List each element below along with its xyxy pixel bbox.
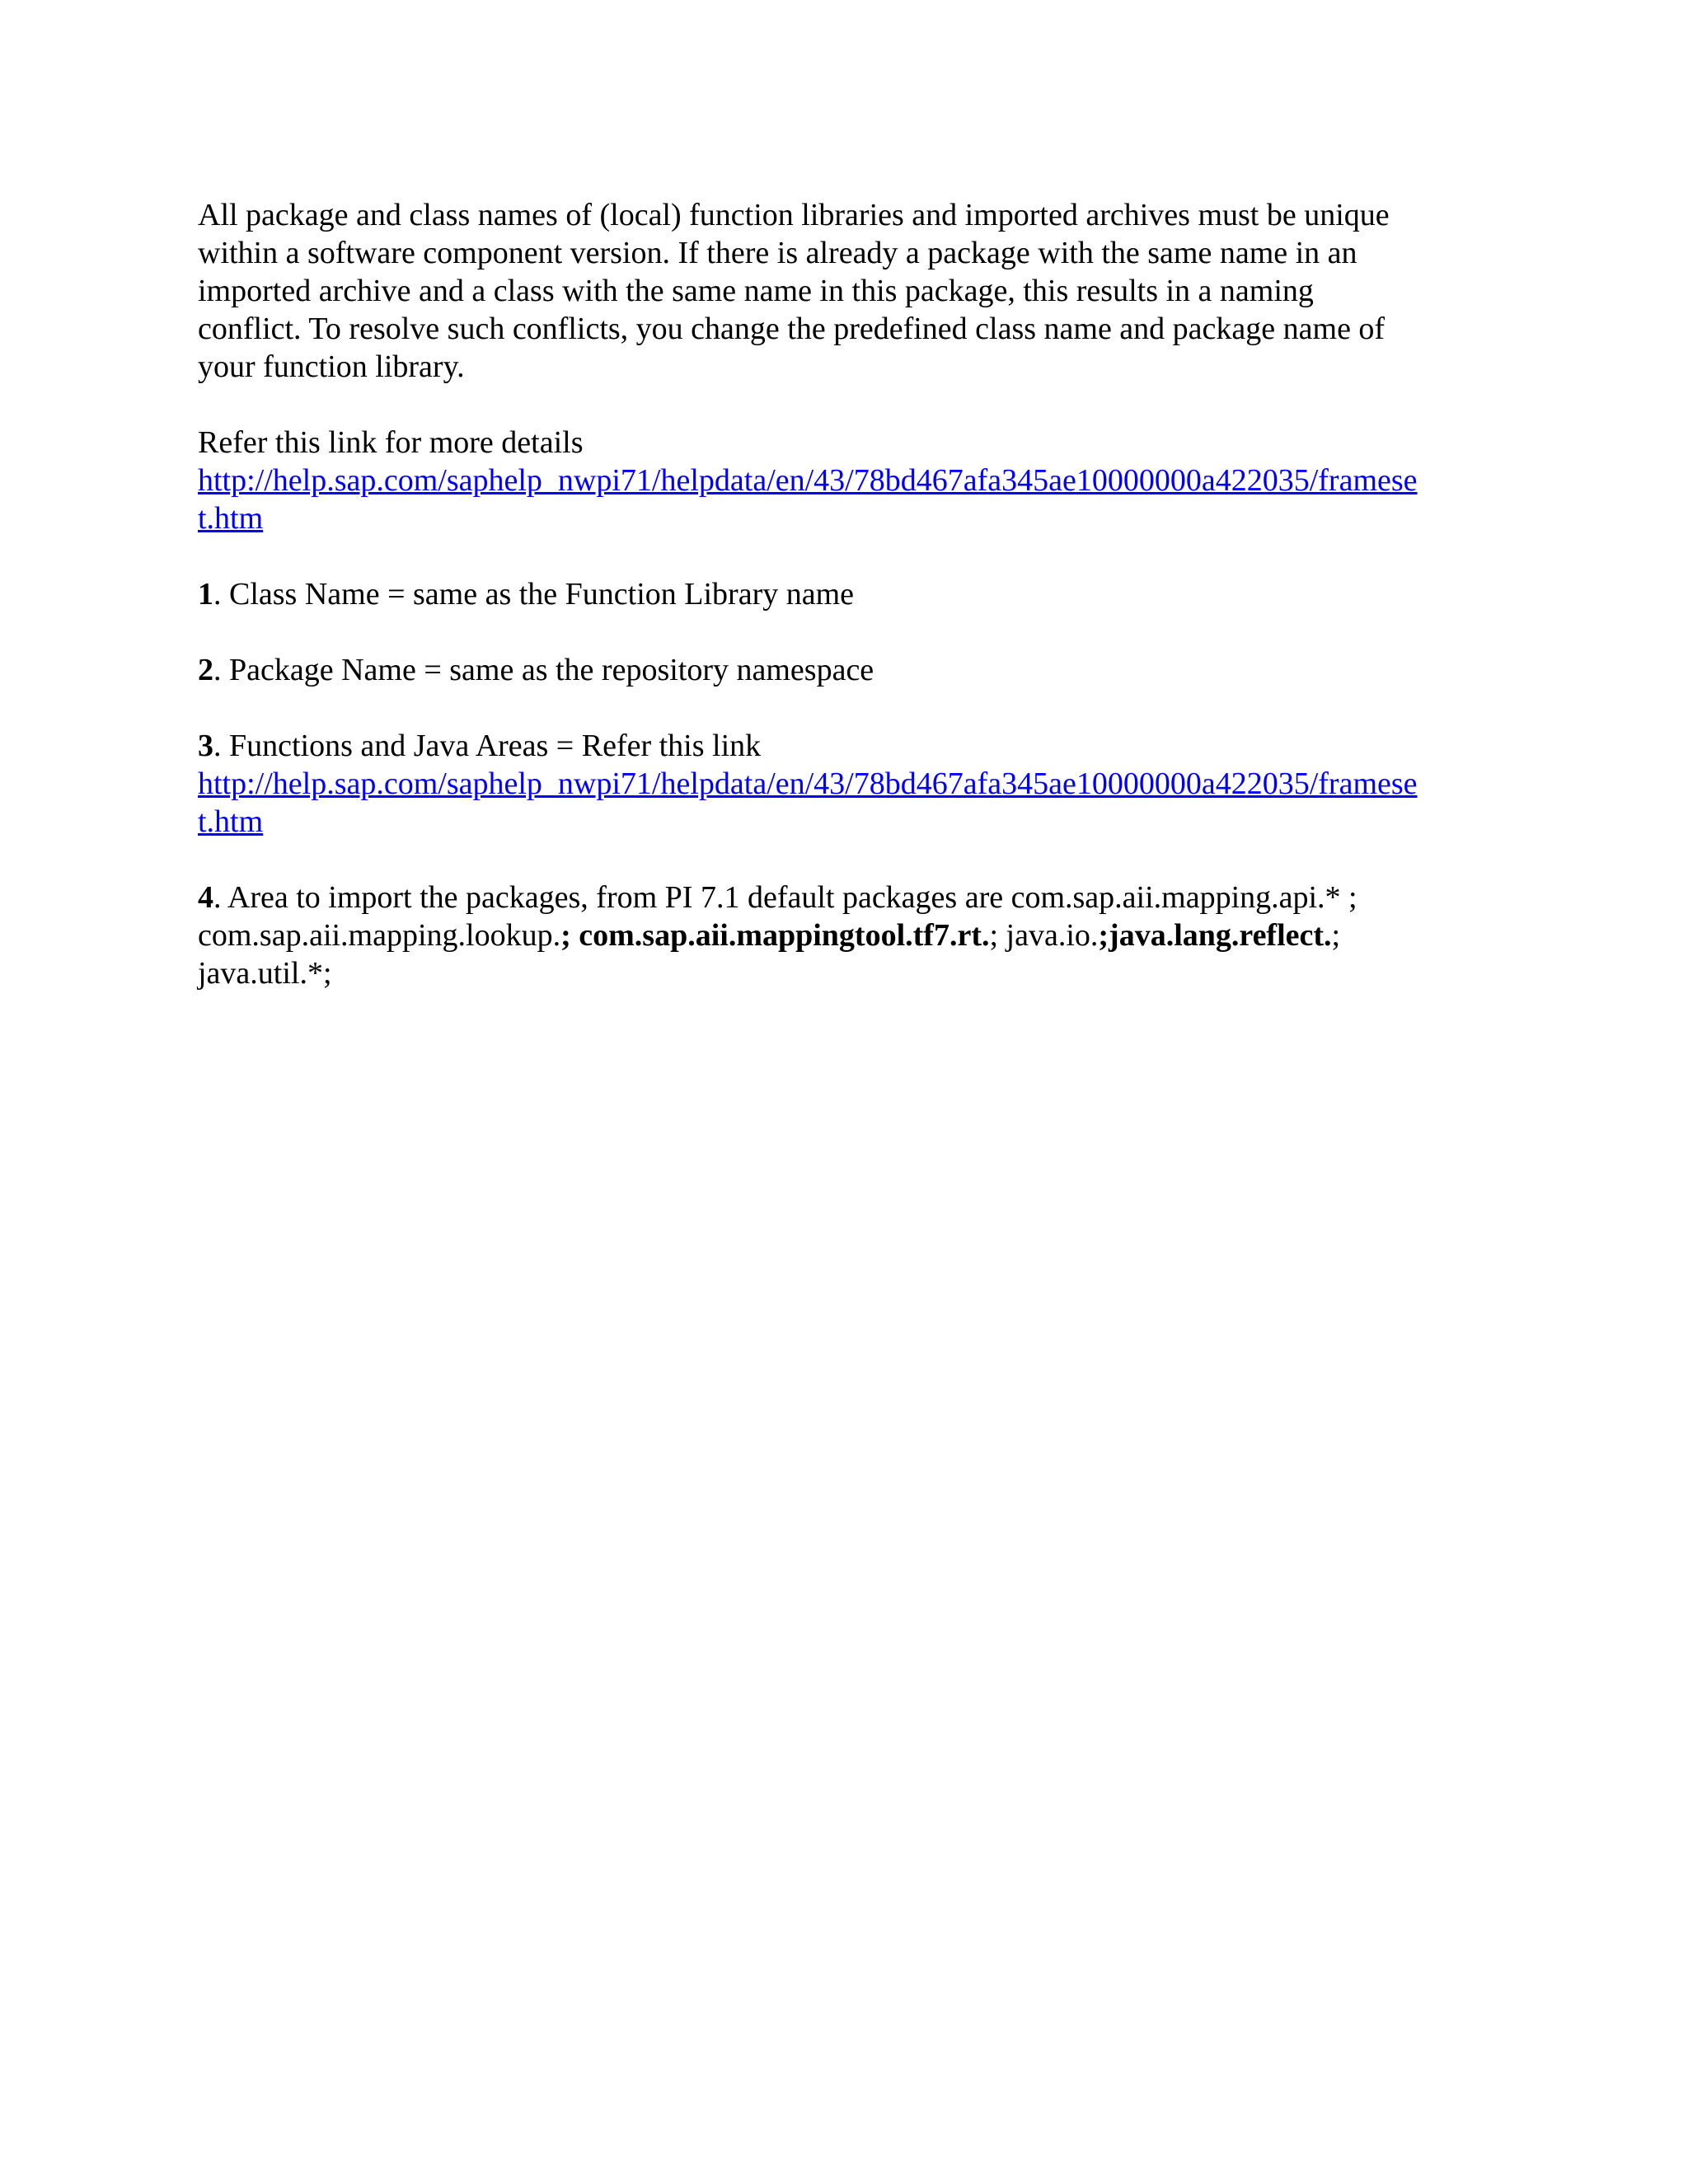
list-item-package-name: [198, 651, 1500, 689]
refer-paragraph: [198, 424, 1500, 537]
intro-line: All package and class names of (local) function libraries and imported archives must be unique: [198, 198, 1390, 232]
package-segment: java.util.*;: [198, 956, 332, 991]
item-text: . Area to import the packages, from PI 7.1 default packages are com.sap.aii.mapping.api.* ;: [213, 880, 1357, 915]
list-item-import-area: [198, 879, 1500, 992]
intro-line: conflict. To resolve such conflicts, you change the predefined class name and package name of: [198, 312, 1386, 346]
list-item-class-name: [198, 575, 1500, 613]
help-link-line: http://help.sap.com/saphelp_nwpi71/helpdata/en/43/78bd467afa345ae10000000a422035/framese: [198, 766, 1418, 801]
package-segment: ; java.io.: [989, 918, 1099, 953]
functions-help-link[interactable]: [198, 765, 1500, 841]
help-link-line: t.htm: [198, 804, 264, 839]
help-link[interactable]: [198, 462, 1500, 537]
item-text: . Package Name = same as the repository namespace: [213, 653, 874, 687]
refer-text: Refer this link for more details: [198, 425, 584, 460]
help-link-line: t.htm: [198, 501, 264, 536]
list-item-functions-java-areas: [198, 727, 1500, 841]
package-segment: ;: [1331, 918, 1341, 953]
item-number: 3: [198, 729, 213, 763]
package-segment-bold: ;java.lang.reflect.: [1098, 918, 1332, 953]
help-link-line: http://help.sap.com/saphelp_nwpi71/helpdata/en/43/78bd467afa345ae10000000a422035/framese: [198, 463, 1418, 498]
item-number: 1: [198, 577, 213, 612]
intro-line: your function library.: [198, 349, 465, 384]
item-number: 4: [198, 880, 213, 915]
intro-paragraph: [198, 196, 1500, 386]
package-segment: com.sap.aii.mapping.lookup.: [198, 918, 561, 953]
item-text: . Class Name = same as the Function Library name: [213, 577, 855, 612]
intro-line: within a software component version. If there is already a package with the same name in an: [198, 236, 1357, 270]
item-number: 2: [198, 653, 213, 687]
document-page: [198, 196, 1500, 1030]
intro-line: imported archive and a class with the same name in this package, this results in a naming: [198, 274, 1314, 308]
package-segment-bold: ; com.sap.aii.mappingtool.tf7.rt.: [560, 918, 990, 953]
item-text: . Functions and Java Areas = Refer this link: [213, 729, 762, 763]
